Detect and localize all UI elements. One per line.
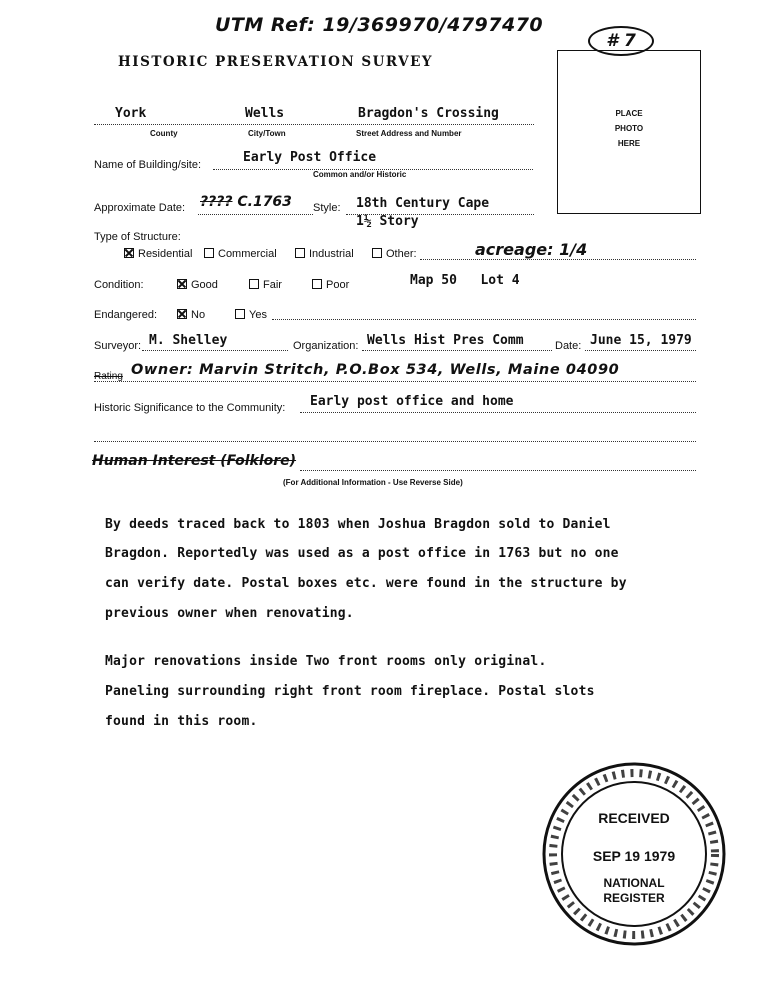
street-value: Bragdon's Crossing [358,106,499,121]
endangered-no-label: No [191,309,206,321]
organization-value: Wells Hist Pres Comm [367,333,524,348]
significance-value: Early post office and home [310,394,514,409]
other-line [420,259,696,260]
photo-box-line3: HERE [617,139,641,148]
checkbox-icon[interactable] [312,279,322,289]
rating-struck: Rating [94,371,123,382]
human-interest-line [300,470,696,471]
structure-commercial-label: Commercial [218,248,277,260]
county-label: County [150,129,178,138]
owner-line [94,381,696,382]
narrative-line-4: previous owner when renovating. [105,606,354,621]
structure-label: Type of Structure: [94,231,181,243]
structure-residential[interactable] [124,248,192,260]
endangered-no[interactable] [177,309,205,321]
checkbox-icon[interactable] [235,309,245,319]
owner-value: Owner: Marvin Stritch, P.O.Box 534, Wells, Maine 04090 [131,362,620,378]
street-label: Street Address and Number [356,129,462,138]
narrative-line-1: By deeds traced back to 1803 when Joshua Bragdon sold to Daniel [105,517,611,532]
endangered-yes[interactable] [235,309,267,321]
significance-line [300,412,696,413]
condition-fair[interactable] [249,279,282,291]
endangered-line [272,319,696,320]
building-name-value: Early Post Office [243,150,377,165]
surveyor-label: Surveyor: [94,340,142,352]
checkbox-icon[interactable] [295,248,305,258]
human-interest-label: Human Interest (Folklore) [92,453,297,469]
endangered-label: Endangered: [94,309,157,321]
checkbox-checked-icon[interactable] [177,279,187,289]
narrative-line-2: Bragdon. Reportedly was used as a post office in 1763 but no one [105,546,619,561]
building-name-label: Name of Building/site: [94,159,201,171]
received-stamp [540,760,728,948]
stamp-date: SEP 19 1979 [592,848,676,864]
condition-label: Condition: [94,279,144,291]
stamp-received: RECEIVED [598,810,670,826]
form-title: HISTORIC PRESERVATION SURVEY [118,54,434,70]
narrative-line-5: Major renovations inside Two front rooms only original. [105,654,547,669]
city-value: Wells [245,106,285,121]
narrative-line-7: found in this room. [105,714,258,729]
form-number: # 7 [588,26,654,56]
additional-info-note: (For Additional Information - Use Reverse Side) [283,478,463,487]
structure-other-value: acreage: 1/4 [475,240,588,259]
city-label: City/Town [248,129,286,138]
style-value: 18th Century Cape [356,196,490,211]
survey-date-line [585,350,696,351]
county-value: York [115,106,147,121]
organization-line [362,350,552,351]
checkbox-icon[interactable] [372,248,382,258]
surveyor-value: M. Shelley [149,333,228,348]
stamp-national: NATIONAL [603,876,665,890]
stamp-register: REGISTER [603,891,665,905]
survey-date-value: June 15, 1979 [590,333,692,348]
endangered-yes-label: Yes [249,309,267,321]
condition-poor[interactable] [312,279,349,291]
approx-date-value: ???? C.1763 [200,194,292,210]
condition-good[interactable] [177,279,218,291]
style-label: Style: [313,202,341,214]
narrative-line-6: Paneling surrounding right front room fireplace. Postal slots [105,684,595,699]
date-line [198,214,313,215]
photo-box-line1: PLACE [615,109,643,118]
significance-label: Historic Significance to the Community: [94,402,286,414]
checkbox-checked-icon[interactable] [124,248,134,258]
survey-date-label: Date: [555,340,582,352]
narrative-line-3: can verify date. Postal boxes etc. were found in the structure by [105,576,627,591]
surveyor-line [142,350,288,351]
checkbox-checked-icon[interactable] [177,309,187,319]
organization-label: Organization: [293,340,359,352]
map-lot-value: Map 50 Lot 4 [410,273,520,288]
significance-line-2 [94,441,696,442]
approx-date-text: C.1763 [237,194,292,210]
photo-box-line2: PHOTO [614,124,644,133]
structure-industrial[interactable] [295,248,354,260]
checkbox-icon[interactable] [249,279,259,289]
approx-date-label: Approximate Date: [94,202,186,214]
structure-other-label: Other: [386,248,417,260]
structure-industrial-label: Industrial [309,248,354,260]
structure-other[interactable] [372,248,417,260]
location-line [94,124,534,125]
style-value-2: 1½ Story [356,214,419,229]
photo-box [557,50,701,214]
structure-commercial[interactable] [204,248,277,260]
condition-good-label: Good [191,279,218,291]
utm-reference: UTM Ref: 19/369970/4797470 [215,14,544,36]
condition-fair-label: Fair [263,279,282,291]
structure-residential-label: Residential [138,248,193,260]
building-sublabel: Common and/or Historic [313,170,407,179]
checkbox-icon[interactable] [204,248,214,258]
condition-poor-label: Poor [326,279,350,291]
